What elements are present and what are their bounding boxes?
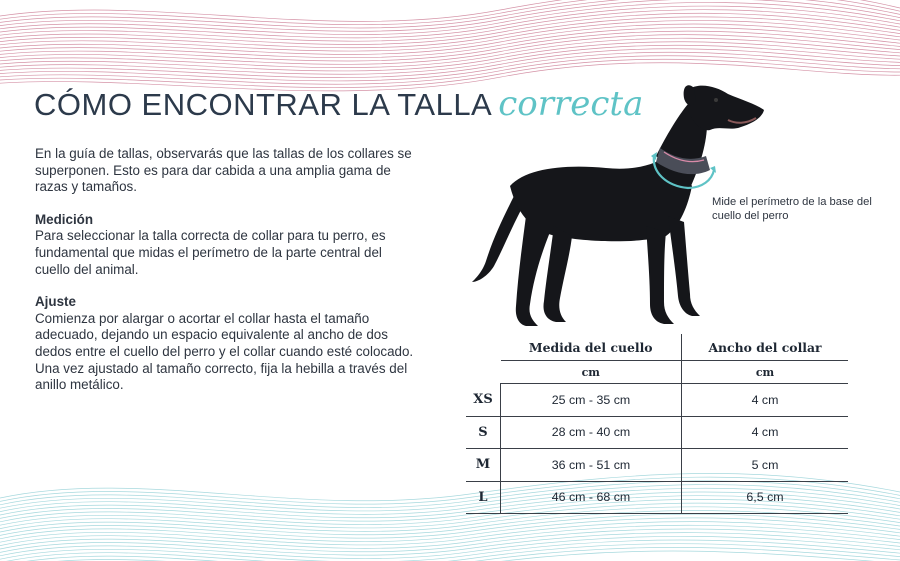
size-column-header	[466, 334, 501, 361]
wave-line	[0, 525, 900, 548]
wave-line	[0, 514, 900, 538]
width-value: 4 cm	[682, 416, 849, 449]
table-row	[466, 384, 848, 417]
width-value: 6,5 cm	[682, 481, 849, 514]
section-heading-ajuste: Ajuste	[35, 294, 76, 310]
size-label: L	[466, 481, 501, 514]
section-body-ajuste: Comienza por alargar o acortar el collar hasta el tamaño adecuado, dejando un espacio equivalente al ancho de dos dedos entre el cuello del perro y el collar cuando esté colocado. Una vez ajustado al tamaño correcto, fija la hebilla a través del anillo metálico.	[35, 310, 414, 393]
instructions	[35, 146, 415, 410]
section-body-medicion: Para seleccionar la talla correcta de collar para tu perro, es fundamental que midas el perímetro de la parte central del cuello del animal.	[35, 228, 386, 277]
neck-value: 46 cm - 68 cm	[501, 481, 682, 514]
unit-neck: cm	[501, 361, 682, 384]
header-width: Ancho del collar	[682, 334, 849, 361]
neck-value: 28 cm - 40 cm	[501, 416, 682, 449]
section-heading-medicion: Medición	[35, 211, 94, 227]
size-label: S	[466, 416, 501, 449]
neck-value: 25 cm - 35 cm	[501, 384, 682, 417]
table-row	[466, 416, 848, 449]
title-accent: correcta	[498, 84, 644, 124]
dog-measure-note: Mide el perímetro de la base del cuello del perro	[712, 196, 872, 222]
wave-line	[0, 518, 900, 542]
intro-text: En la guía de tallas, observarás que las tallas de los collares se superponen. Esto es para dar cabida a una amplia gama de razas y tamaños.	[35, 146, 412, 195]
title-main: CÓMO ENCONTRAR LA TALLA	[34, 87, 493, 122]
wave-line	[0, 24, 900, 54]
width-value: 5 cm	[682, 449, 849, 482]
unit-width: cm	[682, 361, 849, 384]
wave-line	[0, 551, 900, 561]
size-label: M	[466, 449, 501, 482]
wave-line	[0, 0, 900, 21]
wave-line	[0, 522, 900, 545]
width-value: 4 cm	[682, 384, 849, 417]
size-table	[466, 334, 848, 514]
neck-value: 36 cm - 51 cm	[501, 449, 682, 482]
header-neck: Medida del cuello	[501, 334, 682, 361]
size-label: XS	[466, 384, 501, 417]
table-row	[466, 449, 848, 482]
table-row	[466, 481, 848, 514]
